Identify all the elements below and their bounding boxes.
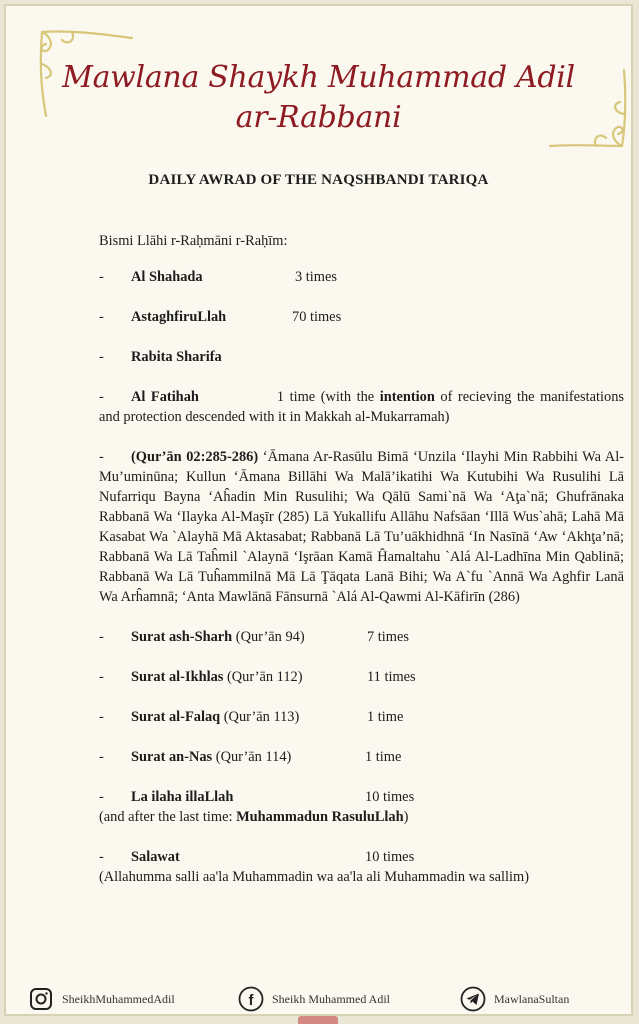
intro-line: Bismi Llāhi r-Raḥmāni r-Raḥīm: <box>99 233 288 249</box>
item-name: Salawat <box>131 849 180 865</box>
bullet-dash: - <box>99 389 104 405</box>
list-item <box>99 707 624 727</box>
facebook-link[interactable] <box>238 986 460 1012</box>
item-note: (Allahumma salli aa'la Muhammadin wa aa'la ali Muhammadin wa sallim) <box>99 869 529 885</box>
item-name: Surat al-Falaq <box>131 709 221 725</box>
item-count: 1 time <box>365 749 402 765</box>
note-close: ) <box>403 809 409 825</box>
item-name: La ilaha illaLlah <box>131 789 234 805</box>
item-count: 1 time <box>367 709 404 725</box>
intention-word: intention <box>379 389 435 405</box>
item-note <box>99 807 624 827</box>
instagram-link[interactable] <box>28 986 238 1012</box>
awrad-page <box>4 4 633 1016</box>
item-name: Rabita Sharifa <box>131 349 222 365</box>
item-count: 10 times <box>365 789 415 805</box>
bullet-dash: - <box>99 709 104 725</box>
item-count: 70 times <box>292 309 342 325</box>
list-item <box>99 627 624 647</box>
item-name: (Qur’ān 02:285-286) <box>131 449 259 465</box>
social-footer <box>28 984 609 1014</box>
item-reference: (Qur’ān 113) <box>223 709 300 725</box>
page-title <box>6 58 631 138</box>
awrad-list <box>99 231 624 907</box>
bullet-dash: - <box>99 629 104 645</box>
telegram-handle: MawlanaSultan <box>494 991 570 1006</box>
instagram-icon <box>28 986 54 1012</box>
bullet-dash: - <box>99 309 104 325</box>
item-count: 1 time (with the <box>276 389 380 405</box>
telegram-link[interactable] <box>460 986 569 1012</box>
bullet-dash: - <box>99 349 104 365</box>
list-item <box>99 387 624 427</box>
item-count: 7 times <box>367 629 409 645</box>
subtitle: DAILY AWRAD OF THE NAQSHBANDI TARIQA <box>148 172 489 188</box>
instagram-handle: SheikhMuhammedAdil <box>62 991 175 1006</box>
bullet-dash: - <box>99 849 104 865</box>
item-count: 10 times <box>365 849 415 865</box>
list-item <box>99 307 624 327</box>
list-item <box>99 667 624 687</box>
decorative-mark <box>298 1016 338 1024</box>
list-item <box>99 747 624 767</box>
bullet-dash: - <box>99 269 104 285</box>
verse-text: ‘Āmana Ar-Rasūlu Bimā ‘Unzila ‘Ilayhi Min Rabbihi Wa Al-Mu’uminūna; Kullun ‘Āmana Billāhi Wa Malā’ikatihi Wa Kutubihi Wa Rusulihi Lā Nufarriqu Bayna ‘Aĥadin Min Rusulihi; Wa Qālū Sami`nā Wa ‘Aţa`nā; Ghufrānaka Rabbanā Wa ‘Ilayka Al-Maşīr (285) Lā Yukallifu Allāhu Nafsāan ‘Illā Wus`ahā; Lahā Mā Kasabat Wa `Alayhā Mā Aktasabat; Rabbanā Lā Tu’uākhidhnā ‘In Nasīnā ‘Aw ‘Akhţa’nā; Rabbanā Wa Lā Taĥmil `Alaynā ‘Işrāan Kamā Ĥamaltahu `Alá Al-Ladhīna Min Qablinā; Rabbanā Wa Lā Tuĥammilnā Mā Lā Ţāqata Lanā Bihi; Wa A`fu `Annā Wa Aghfir Lanā Wa Arĥamnā; ‘Anta Mawlānā Fānsurnā `Alá Al-Qawmi Al-Kāfirīn (286) <box>99 449 624 605</box>
list-item <box>99 787 624 827</box>
telegram-icon <box>460 986 486 1012</box>
item-count: 3 times <box>295 269 337 285</box>
title-line-2: ar-Rabbani <box>235 100 402 135</box>
bullet-dash: - <box>99 749 104 765</box>
list-item <box>99 847 624 887</box>
item-name: Al Fatihah <box>131 389 199 405</box>
item-description: of recieving the manifestations and protection descended with it in Makkah al-Mukarramah) <box>99 389 624 425</box>
facebook-icon <box>238 986 264 1012</box>
list-item <box>99 267 624 287</box>
list-item <box>99 347 624 367</box>
item-reference: (Qur’ān 114) <box>215 749 292 765</box>
item-name: Surat an-Nas <box>131 749 213 765</box>
list-item <box>99 447 624 607</box>
bullet-dash: - <box>99 789 104 805</box>
item-reference: (Qur’ān 94) <box>235 629 305 645</box>
item-name: AstaghfiruLlah <box>131 309 227 325</box>
note-bold-text: Muhammadun RasuluLlah <box>236 809 404 825</box>
item-reference: (Qur’ān 112) <box>226 669 303 685</box>
item-count: 11 times <box>367 669 416 685</box>
item-name: Surat al-Ikhlas <box>131 669 224 685</box>
item-name: Surat ash-Sharh <box>131 629 233 645</box>
bullet-dash: - <box>99 669 104 685</box>
facebook-handle: Sheikh Muhammed Adil <box>272 991 390 1006</box>
note-text: (and after the last time: <box>99 809 237 825</box>
svg-text:f: f <box>248 992 254 1009</box>
item-name: Al Shahada <box>131 269 203 285</box>
title-line-1: Mawlana Shaykh Muhammad Adil <box>62 60 575 95</box>
bullet-dash: - <box>99 449 104 465</box>
